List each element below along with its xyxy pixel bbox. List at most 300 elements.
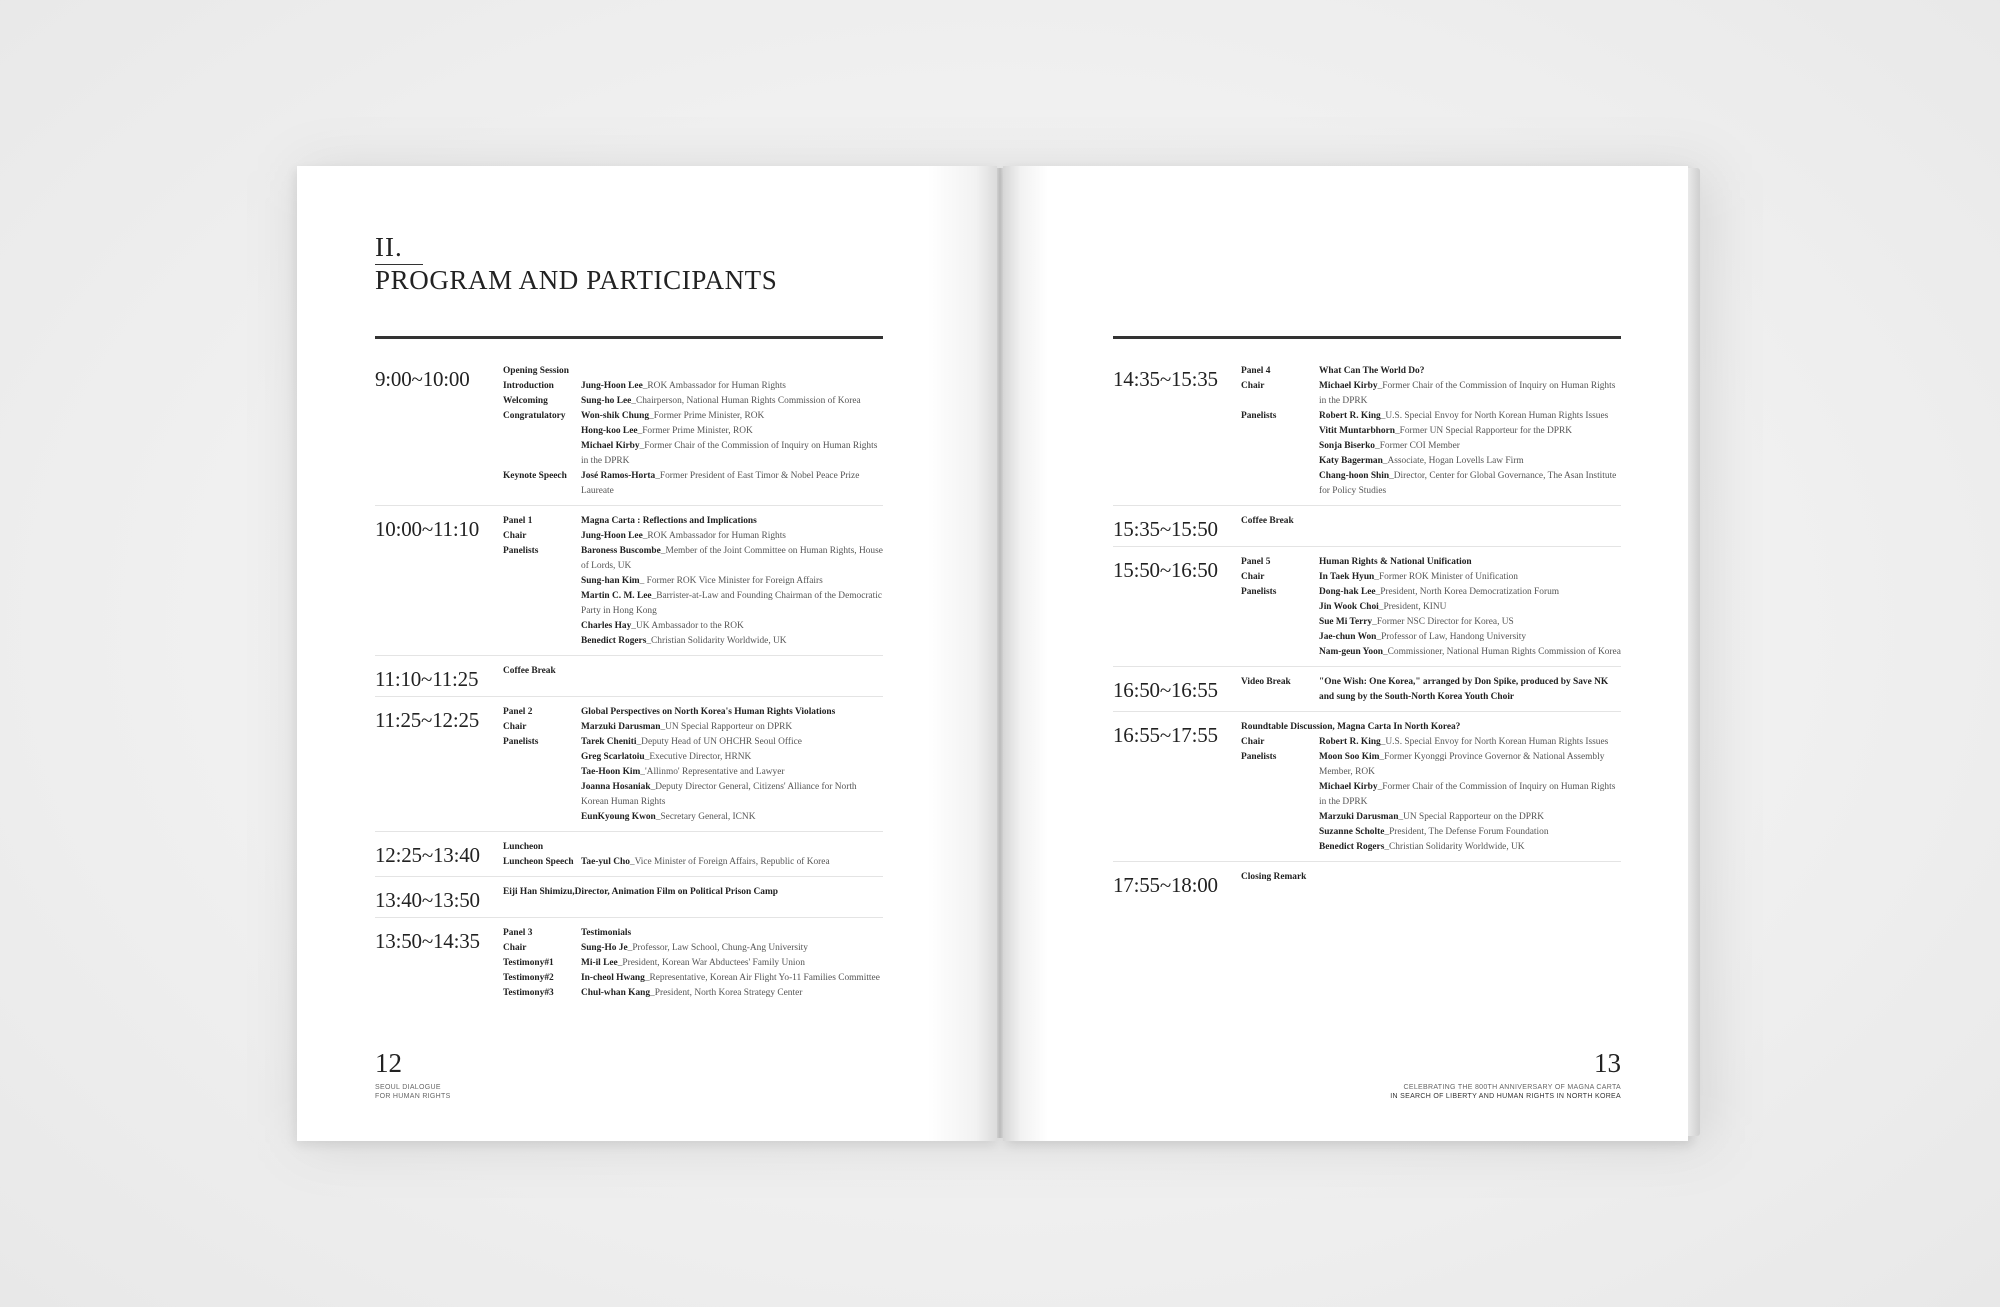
block-rows — [1241, 720, 1621, 855]
role-label — [1241, 645, 1319, 660]
section-title: PROGRAM AND PARTICIPANTS — [375, 265, 778, 295]
schedule-row — [503, 780, 883, 810]
participant-affiliation: _Former NSC Director for Korea, US — [1372, 617, 1514, 627]
participant-name: Martin C. M. Lee — [581, 591, 652, 601]
schedule-row — [503, 941, 883, 956]
participant-name: Won-shik Chung — [581, 411, 650, 421]
participant-entry — [581, 439, 883, 469]
participant-affiliation: _UN Special Rapporteur on DPRK — [660, 722, 793, 732]
role-label: Keynote Speech — [503, 471, 567, 481]
participant-entry — [1319, 750, 1621, 780]
participant-name: Marzuki Darusman — [1319, 812, 1399, 822]
participant-entry — [581, 941, 883, 956]
role-label: Chair — [1241, 381, 1265, 391]
participant-name: Jae-chun Won — [1319, 632, 1377, 642]
participant-name: Sonja Biserko — [1319, 441, 1375, 451]
participant-entry — [581, 544, 883, 574]
role-label — [503, 810, 581, 825]
time-slot: 11:25~12:25 — [375, 708, 480, 732]
participant-entry — [581, 619, 883, 634]
schedule-row — [1241, 675, 1621, 705]
schedule-row — [503, 469, 883, 499]
participant-entry — [1319, 870, 1621, 885]
participant-affiliation: _Former Prime Minister, ROK — [637, 426, 753, 436]
participant-affiliation: _ROK Ambassador for Human Rights — [642, 381, 786, 391]
page-stack-edge — [1688, 168, 1700, 1136]
participant-affiliation: _Executive Director, HRNK — [644, 752, 752, 762]
schedule-block — [375, 506, 883, 656]
schedule-row — [503, 514, 883, 529]
participant-name: Sung-han Kim — [581, 576, 640, 586]
role-label — [503, 589, 581, 619]
schedule-row — [1241, 409, 1621, 424]
schedule-row — [1241, 840, 1621, 855]
participant-name: Michael Kirby — [581, 441, 640, 451]
participant-entry — [1319, 585, 1621, 600]
participant-name: Jung-Hoon Lee — [581, 381, 643, 391]
session-title: Magna Carta : Reflections and Implications — [581, 516, 757, 526]
participant-entry — [581, 735, 883, 750]
participant-entry — [581, 971, 883, 986]
participant-affiliation: _U.S. Special Envoy for North Korean Human Rights Issues — [1380, 411, 1609, 421]
participant-name: Greg Scarlatoiu — [581, 752, 645, 762]
participant-name: Hong-koo Lee — [581, 426, 638, 436]
participant-entry — [581, 765, 883, 780]
role-label — [1241, 454, 1319, 469]
schedule-row — [503, 735, 883, 750]
session-title: Eiji Han Shimizu,Director, Animation Film on Political Prison Camp — [503, 887, 779, 897]
participant-affiliation: _UK Ambassador to the ROK — [631, 621, 744, 631]
participant-entry — [581, 810, 883, 825]
role-label: Panelists — [1241, 411, 1277, 421]
session-title: Human Rights & National Unification — [1319, 557, 1472, 567]
role-label — [503, 619, 581, 634]
schedule-row — [1241, 780, 1621, 810]
participant-name: José Ramos-Horta — [581, 471, 656, 481]
participant-name: Tae-Hoon Kim — [581, 767, 641, 777]
participant-affiliation: _Former Chair of the Commission of Inquiry on Human Rights in the DPRK — [581, 441, 878, 466]
participant-name: Benedict Rogers — [1319, 842, 1385, 852]
schedule-row — [1241, 600, 1621, 615]
schedule-row — [1241, 424, 1621, 439]
participant-entry — [581, 664, 883, 679]
time-slot: 17:55~18:00 — [1113, 873, 1218, 897]
participant-affiliation: _Former Kyonggi Province Governor & National Assembly Member, ROK — [1319, 752, 1605, 777]
participant-name: Michael Kirby — [1319, 782, 1378, 792]
role-label — [503, 780, 581, 810]
participant-entry — [581, 469, 883, 499]
participant-name: In-cheol Hwang — [581, 973, 645, 983]
participant-entry — [581, 379, 883, 394]
participant-affiliation: _ Former ROK Vice Minister for Foreign Affairs — [639, 576, 823, 586]
schedule-row — [503, 379, 883, 394]
participant-entry — [581, 780, 883, 810]
right-footer-line1: CELEBRATING THE 800TH ANNIVERSARY OF MAGNA CARTA — [1403, 1084, 1621, 1091]
role-label — [1241, 600, 1319, 615]
participant-affiliation: _Christian Solidarity Worldwide, UK — [1384, 842, 1525, 852]
participant-entry — [581, 720, 883, 735]
role-label — [1241, 615, 1319, 630]
schedule-row — [1241, 720, 1621, 735]
schedule-block — [375, 656, 883, 697]
schedule-row — [503, 855, 883, 870]
time-slot: 13:50~14:35 — [375, 929, 480, 953]
participant-affiliation: _ROK Ambassador for Human Rights — [642, 531, 786, 541]
role-label: Opening Session — [503, 366, 569, 376]
schedule-row — [503, 885, 883, 900]
schedule-row — [1241, 810, 1621, 825]
block-rows — [503, 926, 883, 1001]
schedule-row — [503, 574, 883, 589]
participant-affiliation: _Former President of East Timor & Nobel Peace Prize Laureate — [581, 471, 860, 496]
participant-name: Baroness Buscombe — [581, 546, 661, 556]
schedule-block — [1113, 712, 1621, 862]
participant-affiliation: _Former Chair of the Commission of Inquiry on Human Rights in the DPRK — [1319, 381, 1616, 406]
participant-entry — [1319, 379, 1621, 409]
schedule-row — [1241, 364, 1621, 379]
role-label: Chair — [1241, 572, 1265, 582]
schedule-row — [1241, 514, 1621, 529]
participant-name: Tarek Cheniti — [581, 737, 637, 747]
schedule-row — [503, 634, 883, 649]
participant-affiliation: _Barrister-at-Law and Founding Chairman of the Democratic Party in Hong Kong — [581, 591, 883, 616]
role-label — [503, 765, 581, 780]
schedule-row — [1241, 555, 1621, 570]
participant-affiliation: _Secretary General, ICNK — [655, 812, 756, 822]
role-label: Panelists — [1241, 752, 1277, 762]
participant-affiliation: _President, The Defense Forum Foundation — [1384, 827, 1549, 837]
participant-name: Jung-Hoon Lee — [581, 531, 643, 541]
schedule-block — [375, 697, 883, 832]
participant-name: Katy Bagerman — [1319, 456, 1383, 466]
schedule-block — [375, 918, 883, 1007]
role-label: Luncheon — [503, 842, 544, 852]
left-footer — [375, 1083, 451, 1101]
time-slot: 15:50~16:50 — [1113, 558, 1218, 582]
section-number: II. — [375, 232, 423, 265]
schedule-row — [1241, 615, 1621, 630]
participant-entry — [1319, 780, 1621, 810]
participant-affiliation: _Representative, Korean Air Flight Yo-11 Families Committee — [644, 973, 880, 983]
time-slot: 12:25~13:40 — [375, 843, 480, 867]
schedule-row — [503, 544, 883, 574]
participant-name: Benedict Rogers — [581, 636, 647, 646]
participant-entry — [581, 855, 883, 870]
participant-entry — [581, 589, 883, 619]
block-rows — [503, 705, 883, 825]
schedule-row — [503, 840, 883, 855]
participant-name: Suzanne Scholte — [1319, 827, 1385, 837]
schedule-row — [503, 720, 883, 735]
role-label: Video Break — [1241, 677, 1291, 687]
schedule-row — [503, 956, 883, 971]
role-label — [1241, 439, 1319, 454]
schedule-row — [503, 589, 883, 619]
participant-name: Dong-hak Lee — [1319, 587, 1376, 597]
schedule-block — [375, 356, 883, 506]
right-top-rule — [1113, 336, 1621, 339]
role-label: Chair — [503, 943, 527, 953]
schedule-row — [503, 439, 883, 469]
schedule-row — [503, 810, 883, 825]
role-label: Testimony#3 — [503, 988, 554, 998]
session-title: Global Perspectives on North Korea's Human Rights Violations — [581, 707, 836, 717]
participant-entry — [1319, 645, 1621, 660]
participant-entry — [581, 634, 883, 649]
time-slot: 14:35~15:35 — [1113, 367, 1218, 391]
schedule-row — [503, 971, 883, 986]
time-slot: 16:55~17:55 — [1113, 723, 1218, 747]
participant-name: Tae-yul Cho — [581, 857, 630, 867]
participant-affiliation: _Associate, Hogan Lovells Law Firm — [1382, 456, 1524, 466]
schedule-row — [503, 619, 883, 634]
participant-entry — [1319, 424, 1621, 439]
schedule-block — [375, 877, 883, 918]
participant-entry — [581, 986, 883, 1001]
participant-entry — [1319, 735, 1621, 750]
role-label: Coffee Break — [503, 666, 556, 676]
participant-affiliation: _Member of the Joint Committee on Human Rights, House of Lords, UK — [581, 546, 883, 571]
participant-affiliation: _Deputy Director General, Citizens' Alliance for North Korean Human Rights — [581, 782, 857, 807]
participant-affiliation: _President, Korean War Abductees' Family Union — [617, 958, 805, 968]
participant-entry — [1319, 469, 1621, 499]
participant-affiliation: _Former UN Special Rapporteur for the DPRK — [1394, 426, 1573, 436]
schedule-block — [1113, 547, 1621, 667]
role-label: Panelists — [503, 546, 539, 556]
schedule-row — [503, 765, 883, 780]
schedule-block — [1113, 506, 1621, 547]
role-label: Luncheon Speech — [503, 857, 574, 867]
right-page — [1003, 166, 1688, 1141]
block-rows — [1241, 514, 1621, 540]
right-schedule — [1113, 356, 1621, 902]
participant-entry — [581, 409, 883, 424]
schedule-row — [503, 409, 883, 424]
participant-name: Robert R. King — [1319, 737, 1381, 747]
role-label: Testimony#1 — [503, 958, 554, 968]
schedule-row — [1241, 825, 1621, 840]
time-slot: 13:40~13:50 — [375, 888, 480, 912]
left-footer-line2: FOR HUMAN RIGHTS — [375, 1093, 451, 1100]
role-label: Welcoming — [503, 396, 548, 406]
schedule-row — [503, 529, 883, 544]
participant-name: Mi-il Lee — [581, 958, 618, 968]
role-label — [503, 574, 581, 589]
block-rows — [503, 364, 883, 499]
schedule-row — [1241, 469, 1621, 499]
participant-entry — [581, 364, 883, 379]
time-slot: 9:00~10:00 — [375, 367, 470, 391]
participant-entry — [581, 394, 883, 409]
session-title: Testimonials — [581, 928, 632, 938]
schedule-row — [503, 664, 883, 679]
participant-name: Moon Soo Kim — [1319, 752, 1380, 762]
participant-entry — [1319, 454, 1621, 469]
participant-name: Nam-geun Yoon — [1319, 647, 1383, 657]
role-label — [503, 439, 581, 469]
role-label: Panelists — [503, 737, 539, 747]
participant-affiliation: _Former Prime Minister, ROK — [649, 411, 765, 421]
participant-name: Michael Kirby — [1319, 381, 1378, 391]
role-label: Chair — [503, 531, 527, 541]
participant-affiliation: _Commissioner, National Human Rights Commission of Korea — [1382, 647, 1621, 657]
schedule-block — [375, 832, 883, 877]
block-rows — [503, 885, 883, 911]
schedule-row — [1241, 439, 1621, 454]
role-label — [1241, 840, 1319, 855]
schedule-row — [1241, 630, 1621, 645]
schedule-row — [503, 705, 883, 720]
role-label — [503, 634, 581, 649]
participant-name: In Taek Hyun — [1319, 572, 1375, 582]
participant-entry — [1319, 514, 1621, 529]
role-label: Chair — [503, 722, 527, 732]
participant-name: Vitit Muntarbhorn — [1319, 426, 1395, 436]
participant-name: Sung-Ho Je — [581, 943, 628, 953]
block-rows — [503, 664, 883, 690]
schedule-row — [1241, 454, 1621, 469]
participant-name: Charles Hay — [581, 621, 632, 631]
participant-entry — [581, 529, 883, 544]
participant-affiliation: _Chairperson, National Human Rights Commission of Korea — [631, 396, 861, 406]
participant-entry — [1319, 810, 1621, 825]
participant-name: Joanna Hosaniak — [581, 782, 651, 792]
schedule-block — [1113, 667, 1621, 712]
role-label — [1241, 780, 1319, 810]
participant-affiliation: _Vice Minister of Foreign Affairs, Republic of Korea — [629, 857, 830, 867]
schedule-row — [503, 926, 883, 941]
participant-affiliation: _UN Special Rapporteur on the DPRK — [1398, 812, 1544, 822]
participant-entry — [1319, 615, 1621, 630]
block-rows — [1241, 364, 1621, 499]
participant-entry — [581, 750, 883, 765]
role-label: Panelists — [1241, 587, 1277, 597]
participant-affiliation: _'Allinmo' Representative and Lawyer — [640, 767, 785, 777]
left-page — [297, 166, 997, 1141]
role-label — [503, 424, 581, 439]
role-label — [1241, 469, 1319, 499]
participant-affiliation: _Former ROK Minister of Unification — [1374, 572, 1518, 582]
schedule-block — [1113, 862, 1621, 902]
participant-affiliation: _U.S. Special Envoy for North Korean Human Rights Issues — [1380, 737, 1609, 747]
participant-name: Sue Mi Terry — [1319, 617, 1373, 627]
role-label — [1241, 825, 1319, 840]
participant-affiliation: _Former Chair of the Commission of Inquiry on Human Rights in the DPRK — [1319, 782, 1616, 807]
role-label: Testimony#2 — [503, 973, 554, 983]
schedule-row — [1241, 750, 1621, 780]
schedule-row — [503, 364, 883, 379]
role-label — [503, 750, 581, 765]
participant-entry — [1319, 409, 1621, 424]
participant-affiliation: _Deputy Head of UN OHCHR Seoul Office — [636, 737, 802, 747]
participant-affiliation: _Christian Solidarity Worldwide, UK — [646, 636, 787, 646]
role-label: Panel 3 — [503, 928, 533, 938]
left-schedule — [375, 356, 883, 1007]
schedule-block — [1113, 356, 1621, 506]
schedule-row — [1241, 645, 1621, 660]
participant-name: EunKyoung Kwon — [581, 812, 656, 822]
right-footer — [1390, 1083, 1621, 1101]
right-footer-line2: IN SEARCH OF LIBERTY AND HUMAN RIGHTS IN NORTH KOREA — [1390, 1093, 1621, 1100]
block-rows — [1241, 555, 1621, 660]
participant-name: Chang-hoon Shin — [1319, 471, 1390, 481]
participant-entry — [1319, 439, 1621, 454]
block-rows — [503, 840, 883, 870]
schedule-row — [1241, 735, 1621, 750]
participant-entry — [581, 574, 883, 589]
participant-entry — [581, 840, 883, 855]
block-rows — [1241, 870, 1621, 896]
role-label: Panel 1 — [503, 516, 533, 526]
session-title: Roundtable Discussion, Magna Carta In North Korea? — [1241, 722, 1461, 732]
role-label: Chair — [1241, 737, 1265, 747]
participant-entry — [1319, 600, 1621, 615]
schedule-row — [1241, 585, 1621, 600]
block-rows — [1241, 675, 1621, 705]
time-slot: 15:35~15:50 — [1113, 517, 1218, 541]
role-label — [1241, 630, 1319, 645]
schedule-row — [1241, 379, 1621, 409]
role-label: Panel 5 — [1241, 557, 1271, 567]
participant-name: Sung-ho Lee — [581, 396, 632, 406]
role-label: Panel 2 — [503, 707, 533, 717]
participant-entry — [581, 956, 883, 971]
role-label: Closing Remark — [1241, 872, 1307, 882]
role-label: Congratulatory — [503, 411, 566, 421]
participant-entry — [1319, 840, 1621, 855]
schedule-row — [1241, 570, 1621, 585]
time-slot: 16:50~16:55 — [1113, 678, 1218, 702]
schedule-row — [503, 424, 883, 439]
schedule-row — [503, 750, 883, 765]
schedule-row — [1241, 870, 1621, 885]
role-label: Introduction — [503, 381, 554, 391]
participant-name: Marzuki Darusman — [581, 722, 661, 732]
participant-name: Jin Wook Choi — [1319, 602, 1379, 612]
participant-affiliation: _President, KINU — [1378, 602, 1447, 612]
participant-affiliation: _Former COI Member — [1375, 441, 1460, 451]
session-title: "One Wish: One Korea," arranged by Don Spike, produced by Save NK and sung by the South-North Korea Youth Choir — [1319, 677, 1609, 702]
participant-name: Chul-whan Kang — [581, 988, 651, 998]
left-footer-line1: SEOUL DIALOGUE — [375, 1084, 441, 1091]
block-rows — [503, 514, 883, 649]
session-title: What Can The World Do? — [1319, 366, 1425, 376]
right-gutter-shade — [1003, 166, 1048, 1141]
page-number-left: 12 — [375, 1048, 402, 1078]
participant-name: Robert R. King — [1319, 411, 1381, 421]
left-top-rule — [375, 336, 883, 339]
participant-affiliation: _Professor, Law School, Chung-Ang University — [627, 943, 808, 953]
participant-affiliation: _Professor of Law, Handong University — [1376, 632, 1527, 642]
schedule-row — [503, 394, 883, 409]
time-slot: 11:10~11:25 — [375, 667, 479, 691]
participant-affiliation: _President, North Korea Strategy Center — [650, 988, 803, 998]
left-gutter-shade — [927, 166, 997, 1141]
participant-entry — [1319, 825, 1621, 840]
participant-affiliation: _Director, Center for Global Governance, The Asan Institute for Policy Studies — [1319, 471, 1617, 496]
participant-entry — [1319, 630, 1621, 645]
role-label — [1241, 810, 1319, 825]
time-slot: 10:00~11:10 — [375, 517, 480, 541]
role-label: Panel 4 — [1241, 366, 1271, 376]
role-label: Coffee Break — [1241, 516, 1294, 526]
schedule-row — [503, 986, 883, 1001]
participant-entry — [1319, 570, 1621, 585]
participant-entry — [581, 424, 883, 439]
role-label — [1241, 424, 1319, 439]
participant-affiliation: _President, North Korea Democratization Forum — [1375, 587, 1560, 597]
page-number-right: 13 — [1594, 1048, 1621, 1078]
